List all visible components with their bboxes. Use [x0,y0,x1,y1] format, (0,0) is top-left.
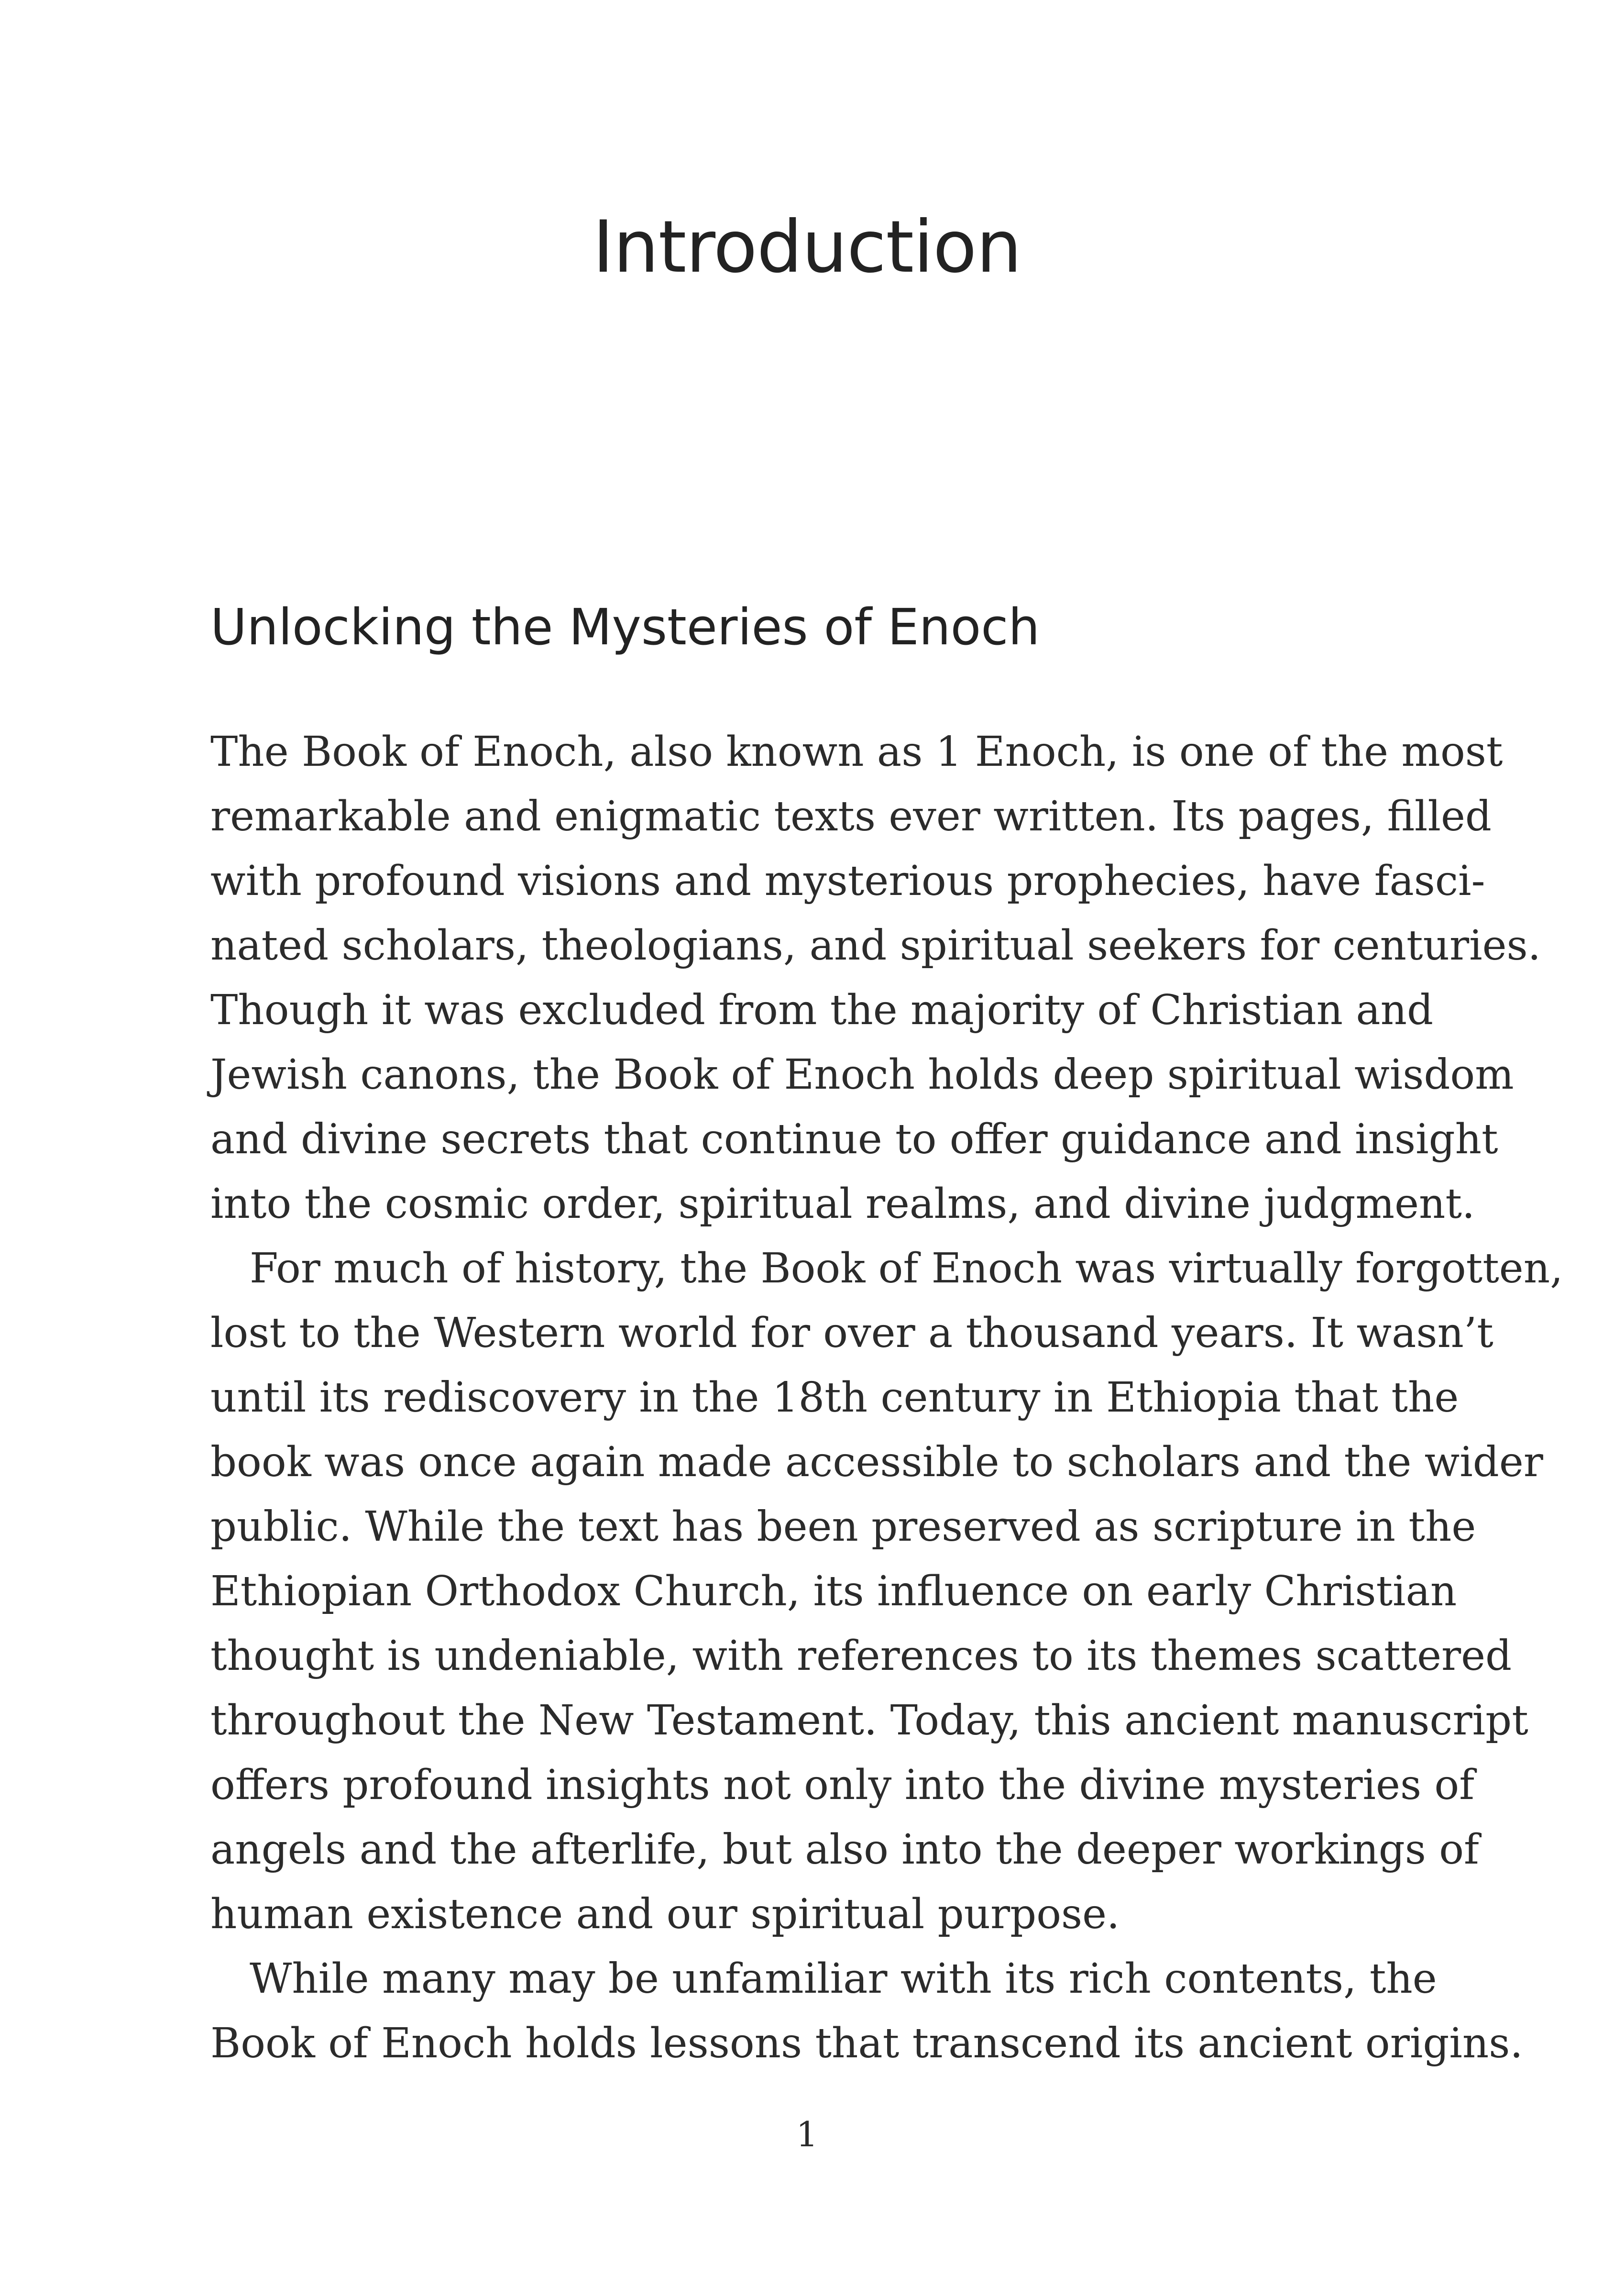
text-line: book was once again made accessible to scholars and the wider [210,1438,1543,1486]
text-line: Jewish canons, the Book of Enoch holds deep spiritual wisdom [210,1051,1514,1099]
text-line: angels and the afterlife, but also into the deeper workings of [210,1826,1479,1874]
paragraph-1 [210,720,1541,1236]
text-line: Though it was excluded from the majority of Christian and [210,986,1434,1034]
text-line: While many may be unfamiliar with its rich contents, the [250,1955,1437,2003]
text-line: human existence and our spiritual purpose. [210,1890,1120,1938]
page-number: 1 [796,2114,818,2154]
paragraph-2 [210,1236,1563,1947]
body-text [210,720,1563,2076]
text-line: until its rediscovery in the 18th century in Ethiopia that the [210,1374,1459,1422]
text-line: nated scholars, theologians, and spiritual seekers for centuries. [210,922,1541,970]
text-line: into the cosmic order, spiritual realms, and divine judgment. [210,1180,1475,1228]
text-line: public. While the text has been preserved as scripture in the [210,1503,1476,1551]
text-line: Ethiopian Orthodox Church, its influence on early Christian [210,1567,1457,1615]
text-line: and divine secrets that continue to offer guidance and insight [210,1115,1498,1163]
text-line: For much of history, the Book of Enoch was virtually forgotten, [250,1245,1563,1292]
text-line: with profound visions and mysterious prophecies, have fasci- [210,857,1485,905]
text-line: remarkable and enigmatic texts ever written. Its pages, filled [210,793,1492,840]
section-heading: Unlocking the Mysteries of Enoch [210,598,1040,656]
text-line: The Book of Enoch, also known as 1 Enoch, is one of the most [210,728,1503,776]
paragraph-3 [210,1947,1523,2076]
text-line: throughout the New Testament. Today, this ancient manuscript [210,1697,1528,1744]
text-line: thought is undeniable, with references to its themes scattered [210,1632,1512,1680]
text-line: lost to the Western world for over a thousand years. It wasn’t [210,1309,1493,1357]
text-line: offers profound insights not only into the divine mysteries of [210,1761,1475,1809]
text-line: Book of Enoch holds lessons that transcend its ancient origins. [210,2020,1523,2067]
chapter-title: Introduction [593,206,1021,289]
